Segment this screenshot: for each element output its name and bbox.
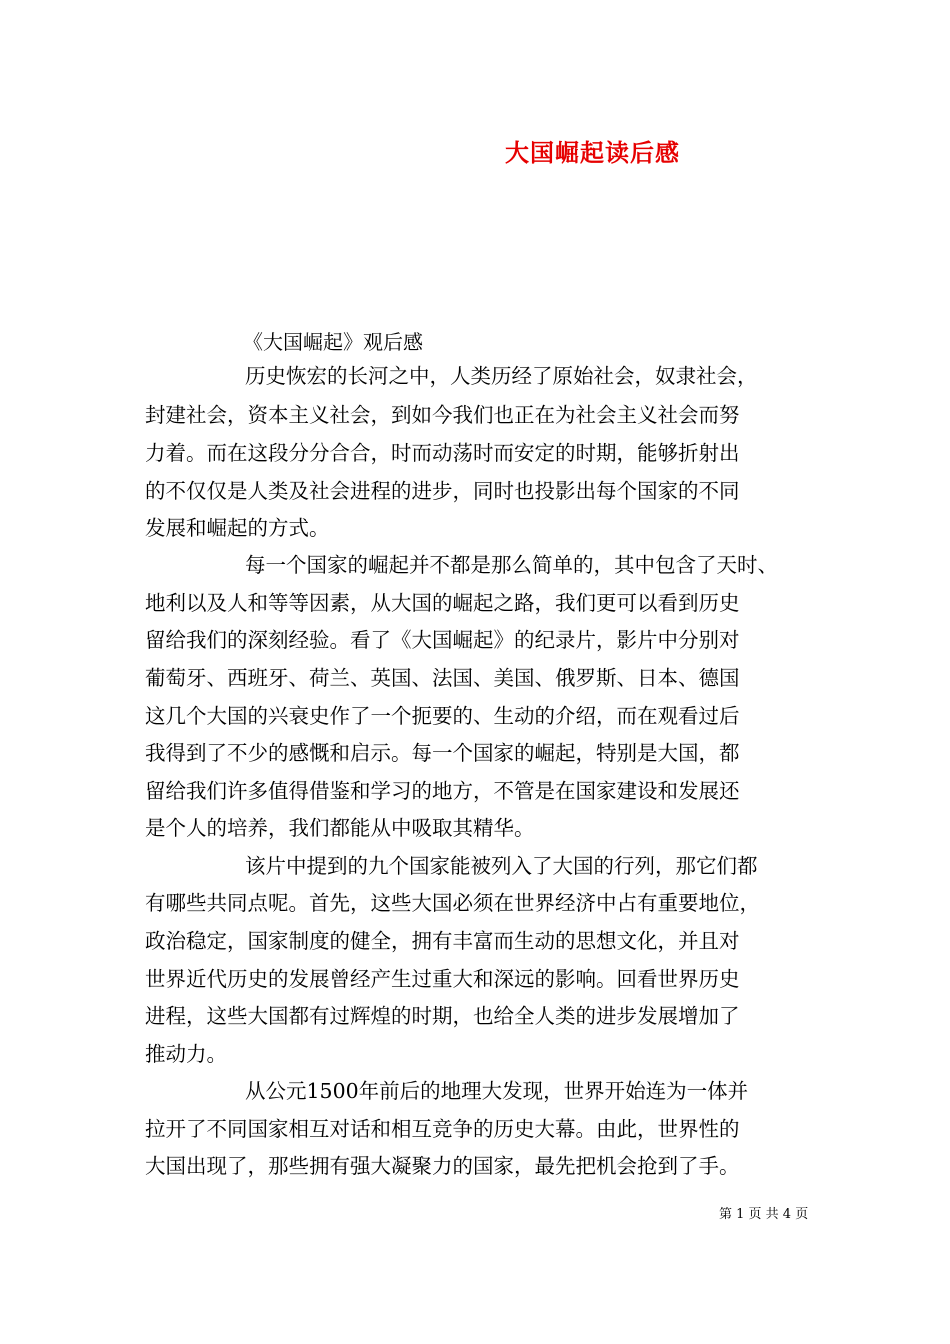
body-line: 历史恢宏的长河之中，人类历经了原始社会，奴隶社会， bbox=[245, 364, 758, 388]
body-line: 力着。而在这段分分合合，时而动荡时而安定的时期，能够折射出 bbox=[145, 441, 740, 465]
body-line: 发展和崛起的方式。 bbox=[145, 516, 330, 540]
body-line: 留给我们的深刻经验。看了《大国崛起》的纪录片，影片中分别对 bbox=[145, 628, 740, 652]
body-line: 政治稳定，国家制度的健全，拥有丰富而生动的思想文化，并且对 bbox=[145, 929, 740, 953]
body-line: 推动力。 bbox=[145, 1042, 227, 1066]
document-title: 大国崛起读后感 bbox=[505, 138, 680, 167]
body-line: 的不仅仅是人类及社会进程的进步，同时也投影出每个国家的不同 bbox=[145, 479, 740, 503]
body-line: 我得到了不少的感慨和启示。每一个国家的崛起，特别是大国，都 bbox=[145, 741, 740, 765]
body-line: 是个人的培养，我们都能从中吸取其精华。 bbox=[145, 816, 535, 840]
page-footer: 第 1 页 共 4 页 bbox=[719, 1207, 809, 1222]
body-line: 进程，这些大国都有过辉煌的时期，也给全人类的进步发展增加了 bbox=[145, 1004, 740, 1028]
body-line: 世界近代历史的发展曾经产生过重大和深远的影响。回看世界历史 bbox=[145, 967, 740, 991]
body-line: 地利以及人和等等因素，从大国的崛起之路，我们更可以看到历史 bbox=[145, 591, 740, 615]
body-line: 有哪些共同点呢。首先，这些大国必须在世界经济中占有重要地位， bbox=[145, 891, 760, 915]
body-line: 这几个大国的兴衰史作了一个扼要的、生动的介绍，而在观看过后 bbox=[145, 704, 740, 728]
document-subtitle: 《大国崛起》观后感 bbox=[243, 330, 423, 354]
body-line: 拉开了不同国家相互对话和相互竞争的历史大幕。由此，世界性的 bbox=[145, 1117, 740, 1141]
body-line: 封建社会，资本主义社会，到如今我们也正在为社会主义社会而努 bbox=[145, 403, 740, 427]
body-line: 大国出现了，那些拥有强大凝聚力的国家，最先把机会抢到了手。 bbox=[145, 1154, 740, 1178]
body-line: 葡萄牙、西班牙、荷兰、英国、法国、美国、俄罗斯、日本、德国 bbox=[145, 666, 740, 690]
body-line: 留给我们许多值得借鉴和学习的地方，不管是在国家建设和发展还 bbox=[145, 779, 740, 803]
body-line: 该片中提到的九个国家能被列入了大国的行列，那它们都 bbox=[245, 854, 758, 878]
body-line: 从公元1500年前后的地理大发现，世界开始连为一体并 bbox=[245, 1079, 749, 1103]
body-line: 每一个国家的崛起并不都是那么简单的，其中包含了天时、 bbox=[245, 553, 778, 577]
